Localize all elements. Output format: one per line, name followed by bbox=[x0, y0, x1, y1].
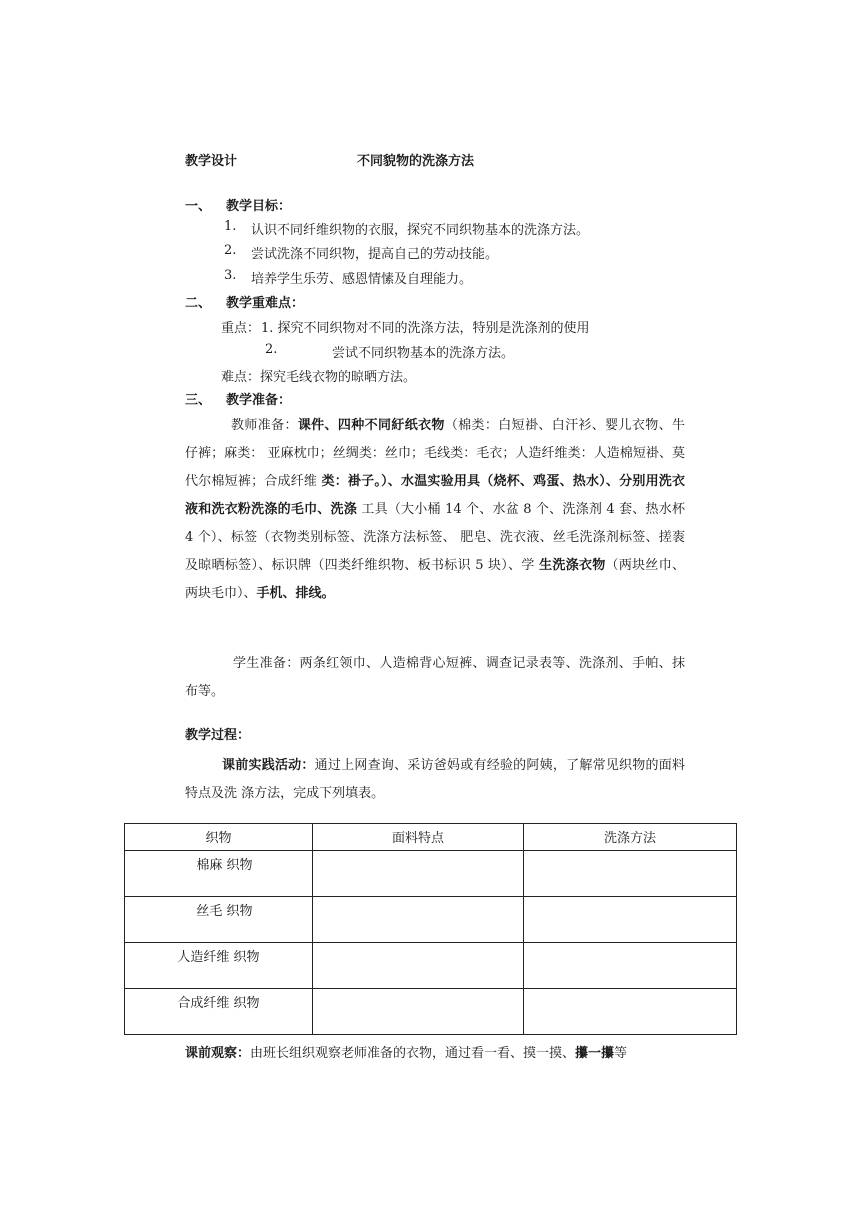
pre-observe-line bbox=[185, 1042, 627, 1061]
teacher-prep-text-2: 工具（大小桶 14 个、水盆 8 个、洗涤剂 4 套、热水杯 4 个）、标签（衣物类别标签、洗涤方法标签、 肥皂、洗衣液、丝毛洗涤剂标签、搓袠及晾晒标签）、标识牌（四类纤维织物、板书标识 5 块）、学 bbox=[185, 502, 685, 573]
section1-title: 教学目标： bbox=[226, 199, 292, 214]
section3-title: 教学准备： bbox=[226, 393, 292, 408]
goal-3-text: 培养学生乐劳、感恩情愫及自理能力。 bbox=[251, 272, 473, 287]
teacher-prep-text-3: （两块丝巾、两块毛巾）、 bbox=[185, 558, 685, 601]
pre-observe-text: 由班长组织观察老师准备的衣物，通过看一看、摸一摸、 bbox=[250, 1046, 576, 1061]
teacher-prep-bold-3: 生洗涤衣物 bbox=[539, 558, 606, 573]
fabric-name-cell: 合成纤维 织物 bbox=[125, 989, 313, 1035]
teacher-prep-bold-1: 课件、四种不同紆纸衣物 bbox=[297, 418, 445, 433]
teacher-prep-label: 教师准备： bbox=[231, 418, 298, 433]
student-prep-paragraph: 学生准备：两条红领巾、人造棉背心短裤、调查记录表等、洗涤剂、手帕、抹布等。 bbox=[185, 656, 685, 699]
key-point-2-number: 2. bbox=[265, 342, 278, 357]
table-row bbox=[125, 989, 737, 1035]
table-row bbox=[125, 897, 737, 943]
method-input-cell[interactable] bbox=[524, 943, 737, 989]
goal-1-number: 1. bbox=[224, 219, 237, 234]
pre-activity-paragraph bbox=[185, 752, 685, 808]
pre-activity-label: 课前实践活动： bbox=[222, 758, 315, 773]
process-title: 教学过程： bbox=[185, 728, 251, 743]
features-input-cell[interactable] bbox=[313, 943, 524, 989]
fabric-name-cell: 人造纤维 织物 bbox=[125, 943, 313, 989]
teacher-prep-text-1: （棉类：白短褂、白汗衫、婴儿衣物、牛仔裤；麻类： 亚麻枕巾；丝绸类：丝巾；毛线类：毛衣；人造纤维类：人造棉短褂、莫代尔棉短裤；合成纤维 bbox=[185, 418, 685, 489]
fabric-name-cell: 丝毛 织物 bbox=[125, 897, 313, 943]
method-input-cell[interactable] bbox=[524, 897, 737, 943]
goal-3-number: 3. bbox=[224, 268, 237, 283]
header-cell-fabric: 织物 bbox=[125, 824, 313, 851]
table-row bbox=[125, 851, 737, 897]
pre-activity-text: 通过上网查询、采访爸妈或有经验的阿姨，了解常见织物的面料特点及洗 涤方法，完成下列填表。 bbox=[185, 758, 685, 801]
table-row bbox=[125, 943, 737, 989]
doc-title: 不同貌物的洗涤方法 bbox=[357, 154, 475, 169]
section2-title: 教学重难点： bbox=[226, 296, 305, 311]
key-point-label: 重点： bbox=[221, 321, 261, 336]
pre-observe-label: 课前观察： bbox=[185, 1046, 251, 1061]
fabric-survey-table bbox=[124, 823, 737, 1035]
method-input-cell[interactable] bbox=[524, 989, 737, 1035]
key-point-2-text: 尝试不同织物基本的洗涤方法。 bbox=[332, 346, 515, 361]
header-cell-method: 洗涤方法 bbox=[524, 824, 737, 851]
section2-number: 二、 bbox=[185, 296, 212, 311]
pre-observe-bold: 攥一攥 bbox=[575, 1046, 615, 1061]
features-input-cell[interactable] bbox=[313, 989, 524, 1035]
goal-2-text: 尝试洗涤不同织物，提高自己的劳动技能。 bbox=[251, 247, 499, 262]
difficulty-text: 难点：探究毛线衣物的晾晒方法。 bbox=[221, 370, 417, 385]
teacher-prep-bold-4: 手机、排线。 bbox=[256, 586, 335, 601]
teacher-prep-bold-2: 类：褂子。）、水温实验用具（烧杯、鸡蛋、热水）、分别用洗衣液和洗衣粉洗涤的毛巾、洗涤 bbox=[185, 474, 685, 517]
pre-observe-tail: 等 bbox=[614, 1046, 628, 1061]
fabric-name-cell: 棉麻 织物 bbox=[125, 851, 313, 897]
features-input-cell[interactable] bbox=[313, 897, 524, 943]
table-header-row bbox=[125, 824, 737, 851]
key-point-1: 1. 探究不同织物对不同的洗涤方法，特别是洗涤剂的使用 bbox=[261, 321, 590, 336]
goal-1-text: 认识不同纤维织物的衣服，探究不同织物基本的洗涤方法。 bbox=[251, 223, 590, 238]
method-input-cell[interactable] bbox=[524, 851, 737, 897]
header-cell-features: 面料特点 bbox=[313, 824, 524, 851]
goal-2-number: 2. bbox=[224, 243, 237, 258]
teacher-prep-paragraph bbox=[185, 412, 685, 608]
section1-number: 一、 bbox=[185, 199, 212, 214]
features-input-cell[interactable] bbox=[313, 851, 524, 897]
section3-number: 三、 bbox=[185, 393, 212, 408]
doc-label: 教学设计 bbox=[185, 154, 238, 169]
